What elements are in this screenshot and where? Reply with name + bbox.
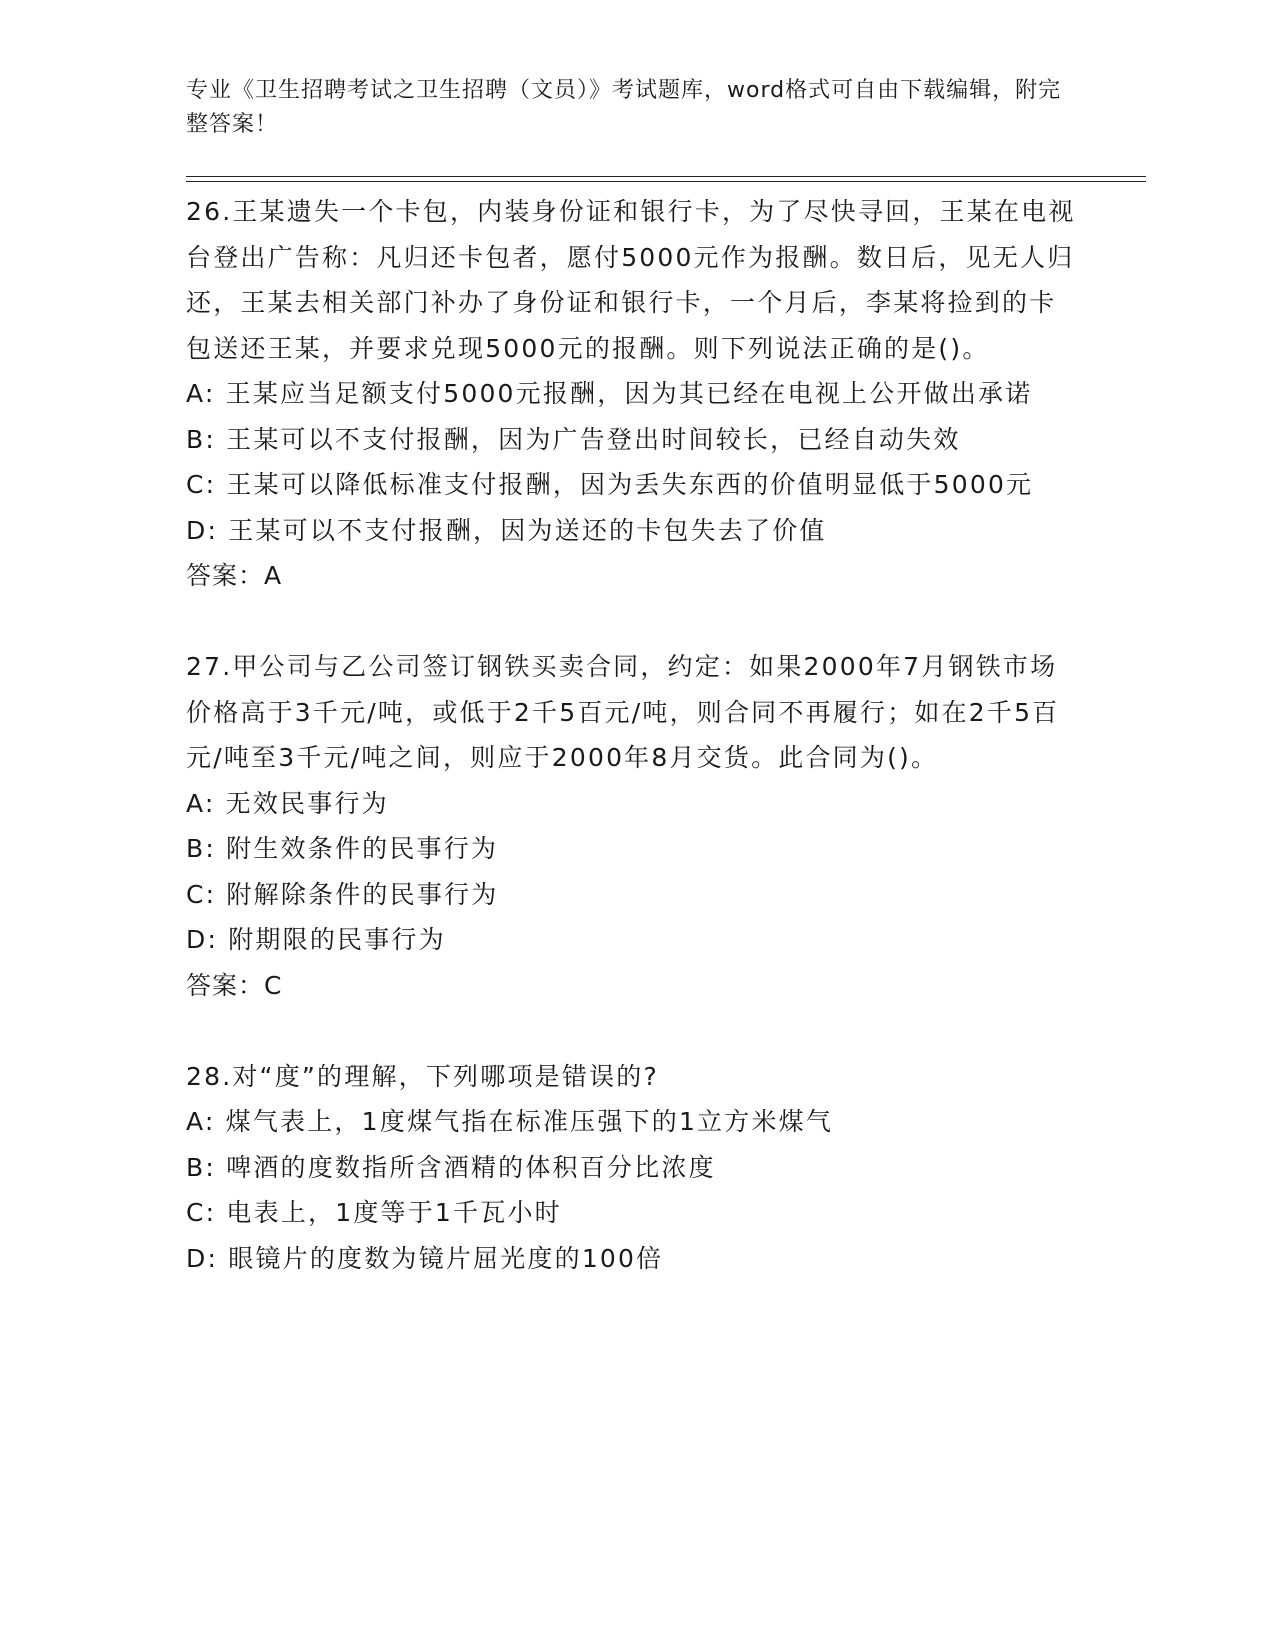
option-d: D: 附期限的民事行为 <box>186 925 446 954</box>
spacer <box>186 599 1076 645</box>
question-stem: 26.王某遗失一个卡包，内装身份证和银行卡，为了尽快寻回，王某在电视台登出广告称：凡归还卡包者，愿付5000元作为报酬。数日后，见无人归还，王某去相关部门补办了身份证和银行卡，一个月后，李某将捡到的卡包送还王某，并要求兑现5000元的报酬。则下列说法正确的是()。 <box>186 197 1076 363</box>
option-b: B: 王某可以不支付报酬，因为广告登出时间较长，已经自动失效 <box>186 424 961 454</box>
question-list <box>186 189 1076 1281</box>
header-divider-top <box>186 176 1146 177</box>
header-divider-bottom <box>186 181 1146 182</box>
option-c: C: 王某可以降低标准支付报酬，因为丢失东西的价值明显低于5000元 <box>186 470 1034 499</box>
spacer <box>186 1008 1076 1054</box>
question-27 <box>186 644 1076 1008</box>
option-b: B: 啤酒的度数指所含酒精的体积百分比浓度 <box>186 1152 716 1182</box>
question-28 <box>186 1054 1076 1282</box>
option-c: C: 电表上，1度等于1千瓦小时 <box>186 1198 562 1227</box>
question-stem: 28.对“度”的理解，下列哪项是错误的? <box>186 1061 659 1091</box>
option-b: B: 附生效条件的民事行为 <box>186 834 499 863</box>
option-d: D: 王某可以不支付报酬，因为送还的卡包失去了价值 <box>186 515 827 545</box>
option-c: C: 附解除条件的民事行为 <box>186 879 499 909</box>
option-a: A: 王某应当足额支付5000元报酬，因为其已经在电视上公开做出承诺 <box>186 379 1033 408</box>
answer: 答案：A <box>186 561 283 590</box>
option-d: D: 眼镜片的度数为镜片屈光度的100倍 <box>186 1243 664 1273</box>
option-a: A: 无效民事行为 <box>186 788 389 818</box>
answer: 答案：C <box>186 970 283 1000</box>
question-26 <box>186 189 1076 599</box>
option-a: A: 煤气表上，1度煤气指在标准压强下的1立方米煤气 <box>186 1107 834 1136</box>
question-stem: 27.甲公司与乙公司签订钢铁买卖合同，约定：如果2000年7月钢铁市场价格高于3千元/吨，或低于2千5百元/吨，则合同不再履行；如在2千5百元/吨至3千元/吨之间，则应于2000年8月交货。此合同为()。 <box>186 652 1060 772</box>
document-header: 专业《卫生招聘考试之卫生招聘（文员）》考试题库，word格式可自由下载编辑，附完整答案！ <box>186 78 1062 137</box>
